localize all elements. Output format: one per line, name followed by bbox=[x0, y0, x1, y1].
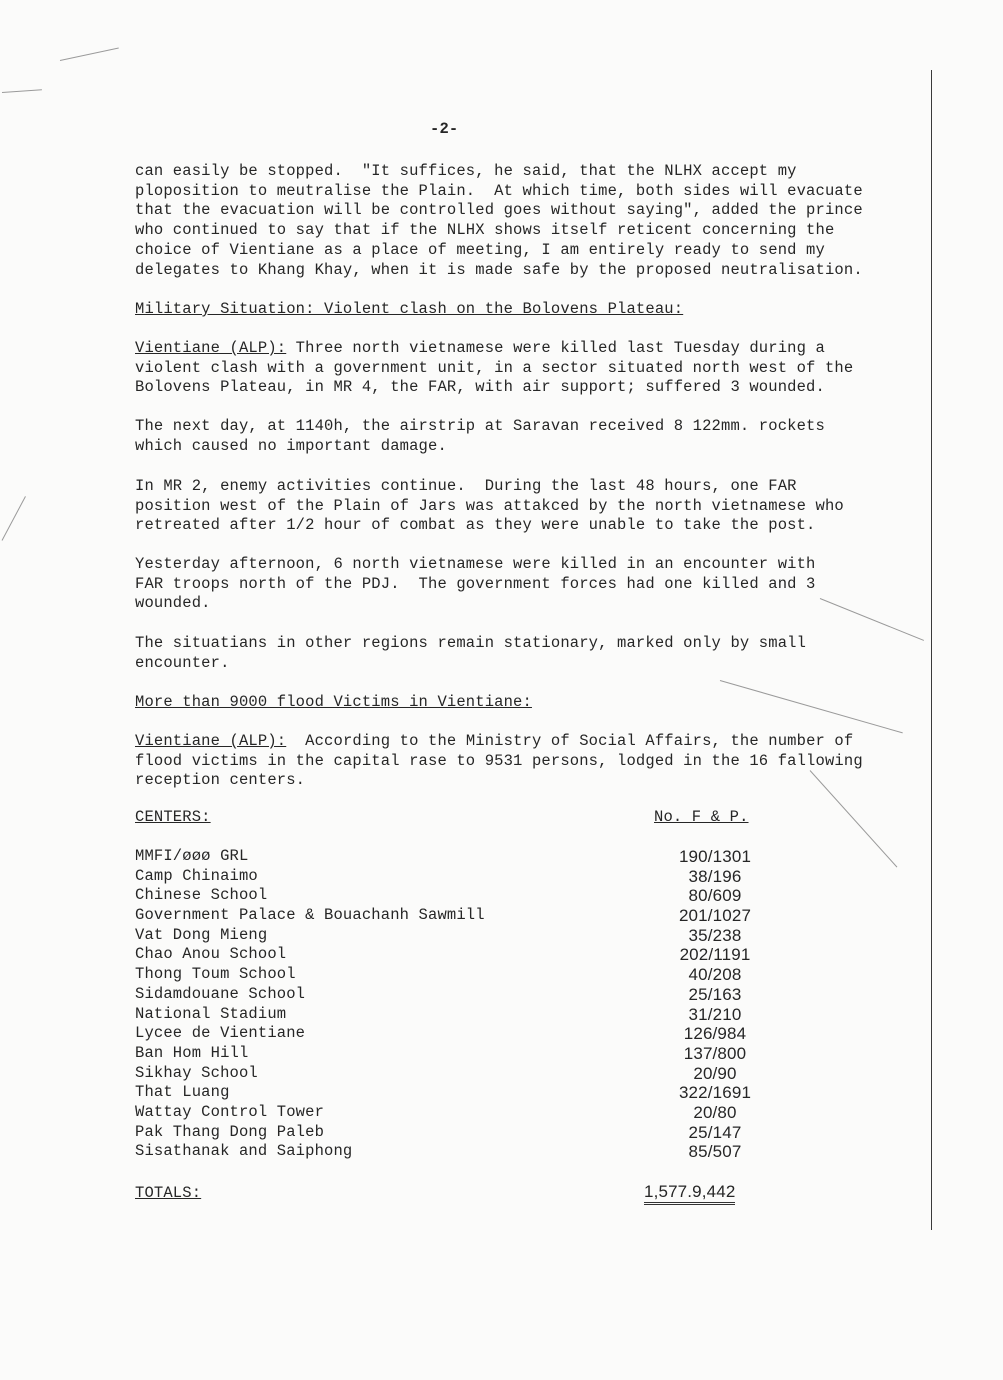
table-row bbox=[135, 1044, 775, 1064]
totals-value: 1,577.9,442 bbox=[644, 1182, 735, 1205]
military-paragraph-2: The next day, at 1140h, the airstrip at Saravan received 8 122mm. rockets which caused no important damage. bbox=[135, 417, 825, 455]
intro-paragraph: can easily be stopped. "It suffices, he said, that the NLHX accept my ploposition to meutralise the Plain. At which time, both sides will evacuate that the evacuation will be controlled goes without saying", added the prince who continued to say that if the NLHX shows itself reticent concerning the choice of Vientiane as a place of meeting, I am entirely ready to send my delegates to Khang Khay, when it is made safe by the proposed neutralisation. bbox=[135, 162, 863, 279]
military-paragraph-1 bbox=[135, 339, 895, 398]
center-value: 137/800 bbox=[683, 1043, 747, 1063]
center-name: Chinese School bbox=[135, 886, 268, 905]
flood-p1-text: According to the Ministry of Social Affairs, the number of flood victims in the capital rase to 9531 persons, lodged in the 16 fallowing reception centers. bbox=[135, 732, 863, 790]
center-value: 20/80 bbox=[693, 1102, 737, 1122]
center-name: Government Palace & Bouachanh Sawmill bbox=[135, 906, 485, 925]
center-name: Sidamdouane School bbox=[135, 984, 306, 1003]
center-name: Ban Hom Hill bbox=[135, 1043, 249, 1062]
table-row bbox=[135, 1024, 775, 1044]
table-row bbox=[135, 945, 775, 965]
center-name: Lycee de Vientiane bbox=[135, 1024, 306, 1043]
center-value: 35/238 bbox=[688, 925, 742, 945]
center-value: 38/196 bbox=[688, 866, 742, 886]
totals-label: TOTALS: bbox=[135, 1184, 202, 1202]
nofp-column-header: No. F & P. bbox=[654, 808, 749, 826]
flood-paragraph-1 bbox=[135, 732, 895, 791]
center-value: 20/90 bbox=[693, 1063, 737, 1083]
table-row bbox=[135, 1123, 775, 1143]
table-row bbox=[135, 886, 775, 906]
center-name: Sikhay School bbox=[135, 1063, 258, 1082]
dateline: Vientiane (ALP): bbox=[135, 339, 287, 357]
table-row bbox=[135, 1064, 775, 1084]
center-name: Chao Anou School bbox=[135, 945, 287, 964]
table-row bbox=[135, 847, 775, 867]
dateline: Vientiane (ALP): bbox=[135, 732, 287, 750]
center-value: 190/1301 bbox=[678, 847, 752, 866]
military-paragraph-3: In MR 2, enemy activities continue. During the last 48 hours, one FAR position west of the Plain of Jars was attakced by the north vietnamese who retreated after 1/2 hour of combat as they were unable to take the post. bbox=[135, 477, 844, 535]
table-row bbox=[135, 1103, 775, 1123]
table-row bbox=[135, 1142, 775, 1162]
center-value: 31/210 bbox=[688, 1004, 742, 1024]
center-name: National Stadium bbox=[135, 1004, 287, 1023]
center-value: 201/1027 bbox=[678, 906, 752, 926]
military-paragraph-4: Yesterday afternoon, 6 north vietnamese were killed in an encounter with FAR troops north of the PDJ. The government forces had one killed and 3 wounded. bbox=[135, 555, 816, 613]
center-name: Wattay Control Tower bbox=[135, 1102, 325, 1121]
table-row bbox=[135, 965, 775, 985]
table-row bbox=[135, 985, 775, 1005]
table-row bbox=[135, 1005, 775, 1025]
center-value: 85/507 bbox=[688, 1142, 742, 1162]
center-name: Vat Dong Mieng bbox=[135, 925, 268, 944]
page-number: -2- bbox=[430, 120, 459, 138]
center-name: Camp Chinaimo bbox=[135, 866, 258, 885]
table-row bbox=[135, 926, 775, 946]
military-heading: Military Situation: Violent clash on the Bolovens Plateau: bbox=[135, 300, 684, 318]
centers-table bbox=[135, 847, 775, 1162]
table-row bbox=[135, 867, 775, 887]
military-p1-text: Three north vietnamese were killed last Tuesday during a violent clash with a government unit, in a sector situated north west of the Bolovens Plateau, in MR 4, the FAR, with air support; suffered 3 wounded. bbox=[135, 339, 854, 397]
center-name: Sisathanak and Saiphong bbox=[135, 1142, 353, 1161]
center-value: 202/1191 bbox=[679, 945, 751, 965]
center-name: Thong Toum School bbox=[135, 965, 296, 984]
flood-heading: More than 9000 flood Victims in Vientiane: bbox=[135, 693, 532, 711]
military-paragraph-5: The situatians in other regions remain stationary, marked only by small encounter. bbox=[135, 634, 807, 672]
center-value: 80/609 bbox=[688, 886, 742, 906]
centers-column-header: CENTERS: bbox=[135, 808, 211, 826]
center-name: Pak Thang Dong Paleb bbox=[135, 1122, 325, 1141]
center-value: 40/208 bbox=[688, 965, 742, 985]
center-value: 322/1691 bbox=[678, 1083, 752, 1103]
center-value: 25/147 bbox=[688, 1122, 742, 1142]
center-name: That Luang bbox=[135, 1083, 230, 1102]
center-value: 25/163 bbox=[688, 984, 742, 1004]
center-name: MMFI/øøø GRL bbox=[135, 847, 249, 865]
center-value: 126/984 bbox=[683, 1024, 747, 1044]
table-row bbox=[135, 906, 775, 926]
table-row bbox=[135, 1083, 775, 1103]
